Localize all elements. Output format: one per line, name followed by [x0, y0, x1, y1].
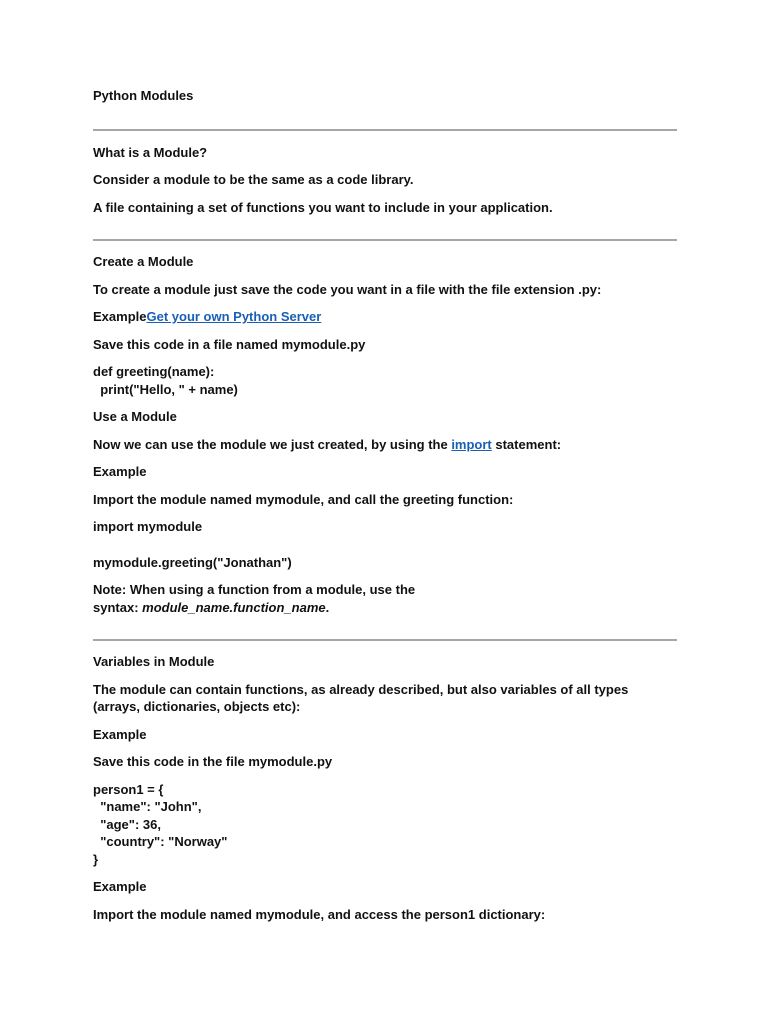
section-heading-create-module: Create a Module: [93, 254, 194, 269]
divider: [93, 639, 677, 641]
paragraph: The module can contain functions, as already described, but also variables of all types (arrays, dictionaries, objects etc):: [93, 681, 629, 714]
paragraph: Import the module named mymodule, and call the greeting function:: [93, 491, 514, 507]
code-line: print("Hello, " + name): [93, 381, 238, 397]
example-label: Example: [93, 879, 147, 894]
paragraph: [93, 436, 677, 454]
text: Now we can use the module we just created, by using the: [93, 436, 452, 452]
section-heading-what-is-module: What is a Module?: [93, 144, 208, 160]
code-line: }: [93, 851, 99, 867]
note-syntax-prefix: syntax:: [93, 599, 143, 615]
note: [93, 581, 677, 616]
divider: [93, 129, 677, 131]
paragraph: Import the module named mymodule, and access the person1 dictionary:: [93, 906, 546, 922]
document-content: [93, 87, 677, 923]
example-label: Example: [93, 726, 147, 742]
example-label: Example: [93, 464, 147, 479]
example-line: [93, 308, 677, 326]
paragraph: To create a module just save the code you want in a file with the file extension .py:: [93, 281, 602, 297]
code-line: person1 = {: [93, 781, 164, 797]
code-block: [93, 363, 677, 398]
code-block: [93, 781, 677, 869]
get-python-server-link[interactable]: Get your own Python Server: [146, 309, 322, 324]
example-label: Example: [93, 309, 147, 324]
code-line: "country": "Norway": [93, 834, 228, 849]
paragraph: Consider a module to be the same as a code library.: [93, 172, 414, 187]
divider: [93, 239, 677, 241]
code-line: def greeting(name):: [93, 364, 215, 379]
paragraph: A file containing a set of functions you want to include in your application.: [93, 199, 553, 215]
paragraph: Save this code in a file named mymodule.py: [93, 336, 366, 352]
note-text: Note: When using a function from a module, use the: [93, 582, 416, 597]
note-syntax: module_name.function_name: [142, 599, 326, 615]
code-line: mymodule.greeting("Jonathan"): [93, 554, 292, 570]
import-link[interactable]: import: [451, 436, 492, 452]
page-title: Python Modules: [93, 88, 194, 103]
code-line: "age": 36,: [93, 816, 161, 832]
text: statement:: [491, 436, 562, 452]
section-heading-use-module: Use a Module: [93, 409, 177, 424]
paragraph: Save this code in the file mymodule.py: [93, 754, 333, 769]
code-line: "name": "John",: [93, 799, 202, 814]
code-line: import mymodule: [93, 519, 203, 534]
note-syntax-suffix: .: [325, 599, 330, 615]
section-heading-variables-in-module: Variables in Module: [93, 654, 215, 669]
